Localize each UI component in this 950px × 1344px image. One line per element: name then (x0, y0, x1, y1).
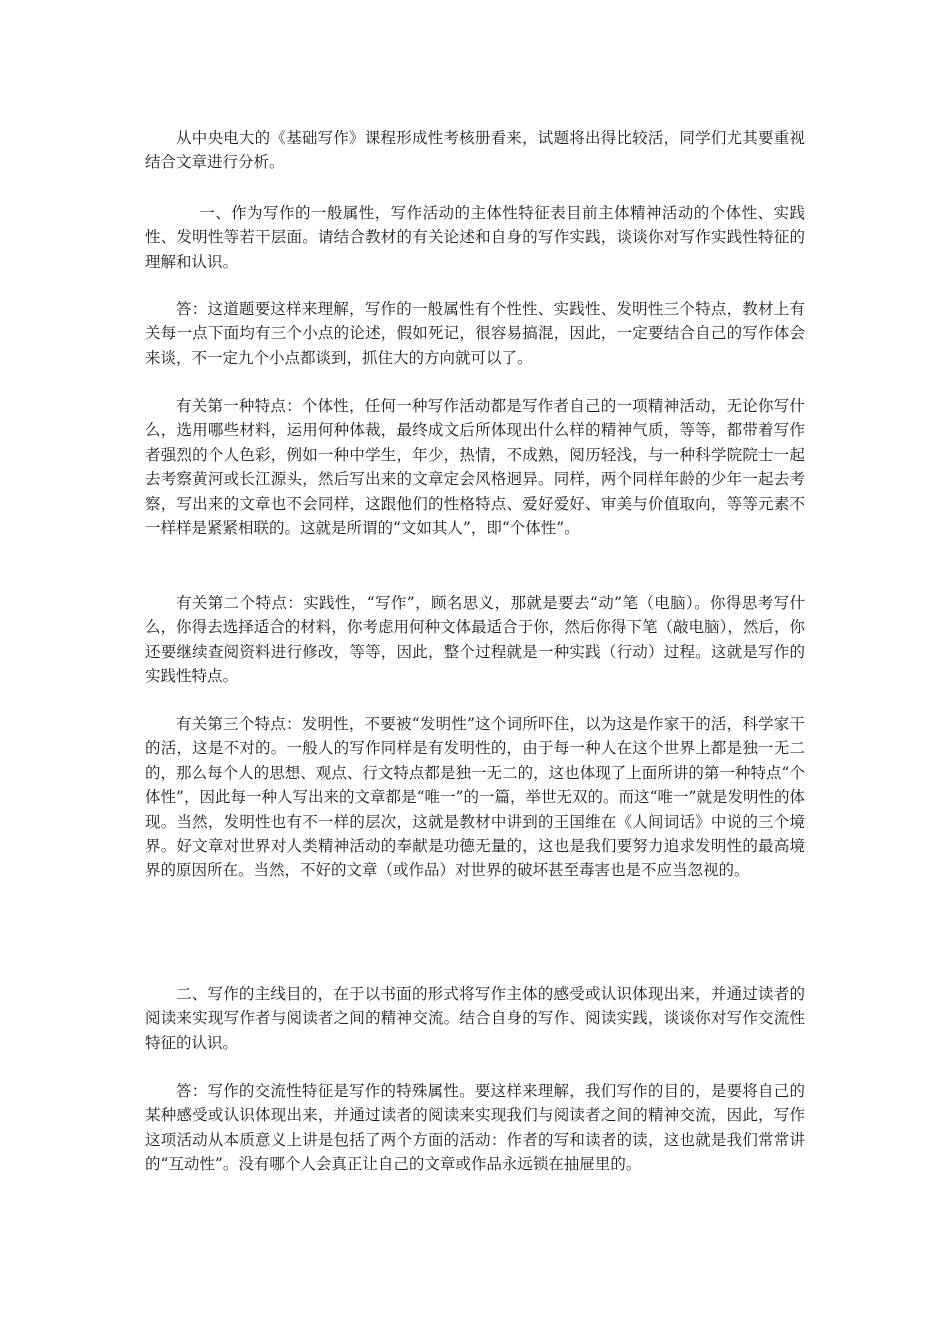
answer-1-paragraph: 答：这道题要这样来理解，写作的一般属性有个性性、实践性、发明性三个特点，教材上有关每一点下面均有三个小点的论述，假如死记，很容易搞混，因此，一定要结合自己的写作体会来谈，不一定九个小点都谈到，抓住大的方向就可以了。 (145, 300, 805, 367)
answer-2-paragraph: 答：写作的交流性特征是写作的特殊属性。要这样来理解，我们写作的目的，是要将自己的某种感受或认识体现出来，并通过读者的阅读来实现我们与阅读者之间的精神交流，因此，写作这项活动从本质意义上讲是包括了两个方面的活动：作者的写和读者的读，这也就是我们常常讲的“互动性”。没有哪个人会真正让自己的文章或作品永远锁在抽屉里的。 (145, 1082, 805, 1174)
feature-invention-paragraph: 有关第三个特点：发明性，不要被“发明性”这个词所吓住，以为这是作家干的活，科学家干的活，这是不对的。一般人的写作同样是有发明性的，由于每一种人在这个世界上都是独一无二的，那么每个人的思想、观点、行文特点都是独一无二的，这也体现了上面所讲的第一种特点“个体性”，因此每一种人写出来的文章都是“唯一”的一篇，举世无双的。而这“唯一”就是发明性的体现。当然，发明性也有不一样的层次，这就是教材中讲到的王国维在《人间词话》中说的三个境界。好文章对世界对人类精神活动的奉献是功德无量的，这也是我们要努力追求发明性的最高境界的原因所在。当然，不好的文章（或作品）对世界的破坏甚至毒害也是不应当忽视的。 (145, 715, 805, 880)
question-2-paragraph: 二、写作的主线目的，在于以书面的形式将写作主体的感受或认识体现出来，并通过读者的阅读来实现写作者与阅读者之间的精神交流。结合自身的写作、阅读实践，谈谈你对写作交流性特征的认识。 (145, 985, 805, 1052)
question-1-paragraph: 一、作为写作的一般属性，写作活动的主体性特征表目前主体精神活动的个体性、实践性、发明性等若干层面。请结合教材的有关论述和自身的写作实践，谈谈你对写作实践性特征的理解和认识。 (145, 204, 805, 271)
intro-paragraph: 从中央电大的《基础写作》课程形成性考核册看来，试题将出得比较活，同学们尤其要重视结合文章进行分析。 (145, 129, 805, 172)
feature-practice-paragraph: 有关第二个特点：实践性，“写作”，顾名思义，那就是要去“动”笔（电脑）。你得思考写什么，你得去选择适合的材料，你考虑用何种文体最适合于你，然后你得下笔（敲电脑），然后，你还要继续查阅资料进行修改，等等，因此，整个过程就是一种实践（行动）过程。这就是写作的实践性特点。 (145, 594, 805, 686)
feature-individuality-paragraph: 有关第一种特点：个体性，任何一种写作活动都是写作者自己的一项精神活动，无论你写什么，选用哪些材料，运用何种体裁，最终成文后所体现出什么样的精神气质，等等，都带着写作者强烈的个人色彩，例如一种中学生，年少，热情，不成熟，阅历轻浅，与一种科学院院士一起去考察黄河或长江源头，然后写出来的文章定会风格迥异。同样，两个同样年龄的少年一起去考察，写出来的文章也不会同样，这跟他们的性格特点、爱好爱好、审美与价值取向，等等元素不一样样是紧紧相联的。这就是所谓的“文如其人”，即“个体性”。 (145, 397, 805, 538)
